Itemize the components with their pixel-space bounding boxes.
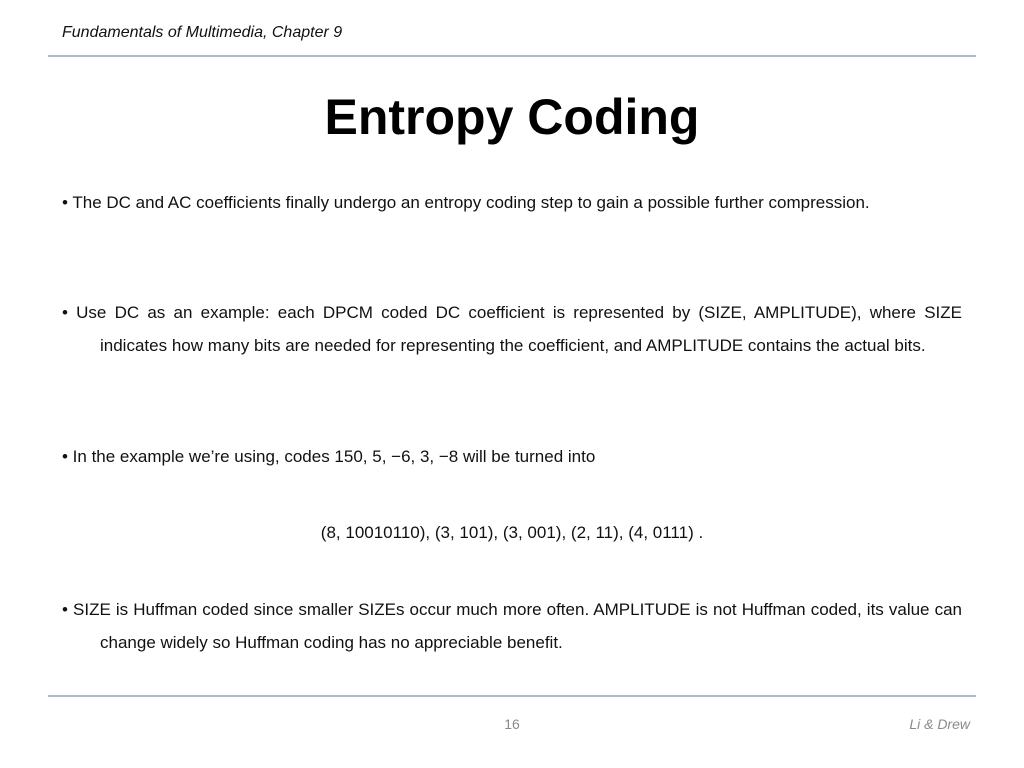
- page-number: 16: [504, 716, 520, 732]
- footer-authors: Li & Drew: [909, 716, 970, 732]
- bullet-codes-example: • In the example we’re using, codes 150, 5, −6, 3, −8 will be turned into: [62, 447, 596, 466]
- bullet-entropy-step: • The DC and AC coefficients finally undergo an entropy coding step to gain a possible further compression.: [62, 193, 870, 212]
- slide-title: Entropy Coding: [324, 89, 700, 145]
- bullet-dc-example: • Use DC as an example: each DPCM coded DC coefficient is represented by (SIZE, AMPLITUDE), where SIZE indicates how many bits are needed for representing the coefficient, and AMPLITUDE contains the actual bits.: [62, 303, 962, 355]
- footer-divider: [48, 695, 976, 697]
- code-sequence: (8, 10010110), (3, 101), (3, 001), (2, 11), (4, 0111) .: [320, 523, 704, 542]
- bullet-huffman-size: • SIZE is Huffman coded since smaller SIZEs occur much more often. AMPLITUDE is not Huffman coded, its value can change widely so Huffman coding has no appreciable benefit.: [62, 600, 962, 652]
- header-divider: [48, 55, 976, 57]
- course-header: Fundamentals of Multimedia, Chapter 9: [62, 24, 343, 41]
